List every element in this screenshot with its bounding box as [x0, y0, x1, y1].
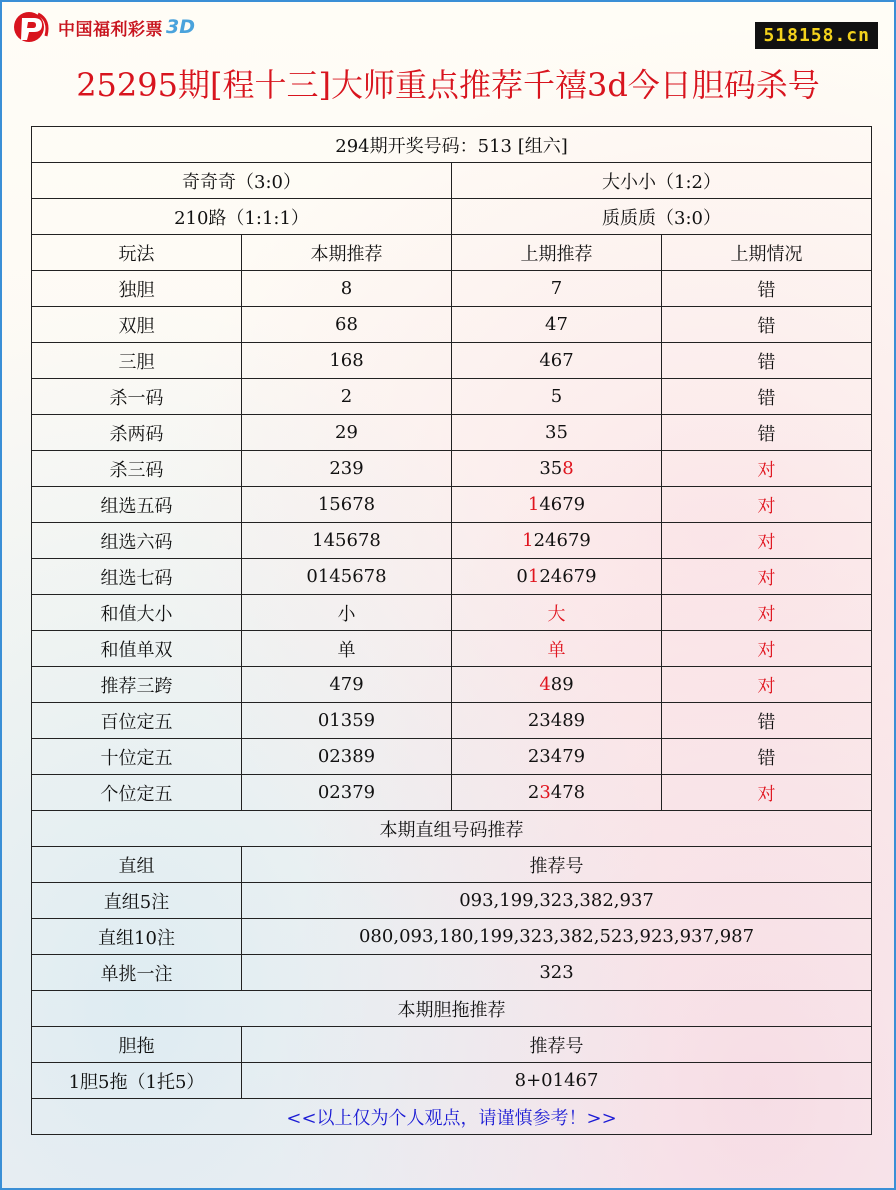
previous-digits: 467	[539, 350, 574, 371]
table-row	[32, 667, 872, 703]
current-pick: 479	[242, 667, 452, 703]
table-row	[32, 271, 872, 307]
recommended-numbers: 080,093,180,199,323,382,523,923,937,987	[242, 919, 872, 955]
play-name: 推荐三跨	[32, 667, 242, 703]
table-row	[32, 487, 872, 523]
disclaimer-note: <<以上仅为个人观点，请谨慎参考！>>	[32, 1099, 872, 1135]
table-row	[32, 955, 872, 991]
play-name: 和值大小	[32, 595, 242, 631]
section-title-row	[32, 991, 872, 1027]
previous-digits: 47	[545, 314, 568, 335]
col-header-numbers: 推荐号	[242, 847, 872, 883]
play-name: 杀一码	[32, 379, 242, 415]
play-name: 三胆	[32, 343, 242, 379]
play-name: 组选五码	[32, 487, 242, 523]
current-pick: 单	[242, 631, 452, 667]
previous-digits: 89	[550, 674, 574, 695]
section-title-row	[32, 811, 872, 847]
table-row	[32, 1063, 872, 1099]
current-pick: 239	[242, 451, 452, 487]
col-header-numbers: 推荐号	[242, 1027, 872, 1063]
table-row	[32, 307, 872, 343]
play-name: 组选七码	[32, 559, 242, 595]
table-row	[32, 343, 872, 379]
header-row	[32, 847, 872, 883]
previous-pick	[452, 595, 662, 631]
previous-digits: 7	[550, 278, 563, 299]
previous-pick	[452, 379, 662, 415]
status-badge: 对	[662, 487, 872, 523]
previous-pick	[452, 451, 662, 487]
previous-digits: 478	[550, 782, 586, 803]
status-badge: 对	[662, 667, 872, 703]
current-pick: 68	[242, 307, 452, 343]
current-pick: 0145678	[242, 559, 452, 595]
hit-digit: 1	[527, 494, 540, 515]
previous-pick	[452, 559, 662, 595]
play-name: 直组10注	[32, 919, 242, 955]
status-badge: 对	[662, 595, 872, 631]
table-row	[32, 559, 872, 595]
draw-result: 294期开奖号码：513 [组六]	[32, 127, 872, 163]
previous-digits: 2	[527, 782, 540, 803]
table-row	[32, 451, 872, 487]
status-badge: 错	[662, 739, 872, 775]
status-badge: 错	[662, 343, 872, 379]
previous-digits: 35	[539, 458, 563, 479]
previous-digits: 0	[516, 566, 528, 587]
hit-digit: 3	[539, 782, 551, 803]
play-name: 和值单双	[32, 631, 242, 667]
table-row	[32, 919, 872, 955]
previous-pick	[452, 307, 662, 343]
play-name: 双胆	[32, 307, 242, 343]
previous-pick	[452, 631, 662, 667]
previous-digits: 35	[545, 422, 568, 443]
table-row	[32, 775, 872, 811]
recommended-numbers: 8+01467	[242, 1063, 872, 1099]
hit-digit: 大	[547, 603, 566, 625]
status-badge: 对	[662, 559, 872, 595]
previous-digits: 24679	[539, 566, 597, 587]
lottery-logo-icon	[12, 10, 52, 44]
table-row	[32, 739, 872, 775]
logo	[12, 10, 195, 44]
play-name: 十位定五	[32, 739, 242, 775]
status-badge: 对	[662, 523, 872, 559]
draw-row	[32, 127, 872, 163]
table-row	[32, 523, 872, 559]
summary-row	[32, 163, 872, 199]
note-row	[32, 1099, 872, 1135]
current-pick: 02389	[242, 739, 452, 775]
col-header-type: 胆拖	[32, 1027, 242, 1063]
prime-ratio: 质质质（3:0）	[452, 199, 872, 235]
play-name: 组选六码	[32, 523, 242, 559]
current-pick: 168	[242, 343, 452, 379]
col-header-current: 本期推荐	[242, 235, 452, 271]
hit-digit: 单	[547, 639, 566, 661]
table-row	[32, 415, 872, 451]
previous-digits: 24679	[533, 530, 591, 551]
col-header-type: 直组	[32, 847, 242, 883]
status-badge: 错	[662, 271, 872, 307]
table-row	[32, 703, 872, 739]
play-name: 个位定五	[32, 775, 242, 811]
status-badge: 错	[662, 379, 872, 415]
status-badge: 错	[662, 703, 872, 739]
status-badge: 对	[662, 451, 872, 487]
play-name: 独胆	[32, 271, 242, 307]
previous-pick	[452, 343, 662, 379]
current-pick: 02379	[242, 775, 452, 811]
current-pick: 29	[242, 415, 452, 451]
size-ratio: 大小小（1:2）	[452, 163, 872, 199]
current-pick: 小	[242, 595, 452, 631]
previous-pick	[452, 667, 662, 703]
logo-3d: 3D	[166, 16, 195, 38]
current-pick: 01359	[242, 703, 452, 739]
section-title: 本期胆拖推荐	[32, 991, 872, 1027]
previous-pick	[452, 415, 662, 451]
table-row	[32, 631, 872, 667]
hit-digit: 1	[527, 566, 540, 587]
col-header-play: 玩法	[32, 235, 242, 271]
col-header-status: 上期情况	[662, 235, 872, 271]
previous-digits: 4679	[539, 494, 586, 515]
logo-text: 中国福利彩票	[58, 19, 163, 40]
previous-digits: 23479	[527, 746, 586, 767]
summary-row	[32, 199, 872, 235]
play-name: 单挑一注	[32, 955, 242, 991]
previous-digits: 5	[550, 386, 563, 407]
recommend-table	[31, 126, 872, 1135]
play-name: 1胆5拖（1托5）	[32, 1063, 242, 1099]
status-badge: 对	[662, 631, 872, 667]
site-badge[interactable]: 518158.cn	[755, 22, 878, 49]
play-name: 直组5注	[32, 883, 242, 919]
previous-digits: 23489	[527, 710, 586, 731]
recommended-numbers: 093,199,323,382,937	[242, 883, 872, 919]
table-row	[32, 595, 872, 631]
section-title: 本期直组号码推荐	[32, 811, 872, 847]
previous-pick	[452, 487, 662, 523]
play-name: 杀两码	[32, 415, 242, 451]
previous-pick	[452, 775, 662, 811]
status-badge: 对	[662, 775, 872, 811]
previous-pick	[452, 271, 662, 307]
table-row	[32, 379, 872, 415]
current-pick: 8	[242, 271, 452, 307]
status-badge: 错	[662, 415, 872, 451]
recommended-numbers: 323	[242, 955, 872, 991]
table-row	[32, 883, 872, 919]
odd-even-ratio: 奇奇奇（3:0）	[32, 163, 452, 199]
previous-pick	[452, 703, 662, 739]
header-row	[32, 235, 872, 271]
page-title: 25295期[程十三]大师重点推荐千禧3d今日胆码杀号	[76, 66, 820, 104]
hit-digit: 1	[522, 530, 534, 551]
current-pick: 15678	[242, 487, 452, 523]
hit-digit: 8	[562, 458, 574, 479]
road-ratio: 210路（1:1:1）	[32, 199, 452, 235]
hit-digit: 4	[539, 674, 551, 695]
previous-pick	[452, 523, 662, 559]
header-row	[32, 1027, 872, 1063]
current-pick: 2	[242, 379, 452, 415]
play-name: 杀三码	[32, 451, 242, 487]
play-name: 百位定五	[32, 703, 242, 739]
current-pick: 145678	[242, 523, 452, 559]
status-badge: 错	[662, 307, 872, 343]
previous-pick	[452, 739, 662, 775]
col-header-previous: 上期推荐	[452, 235, 662, 271]
